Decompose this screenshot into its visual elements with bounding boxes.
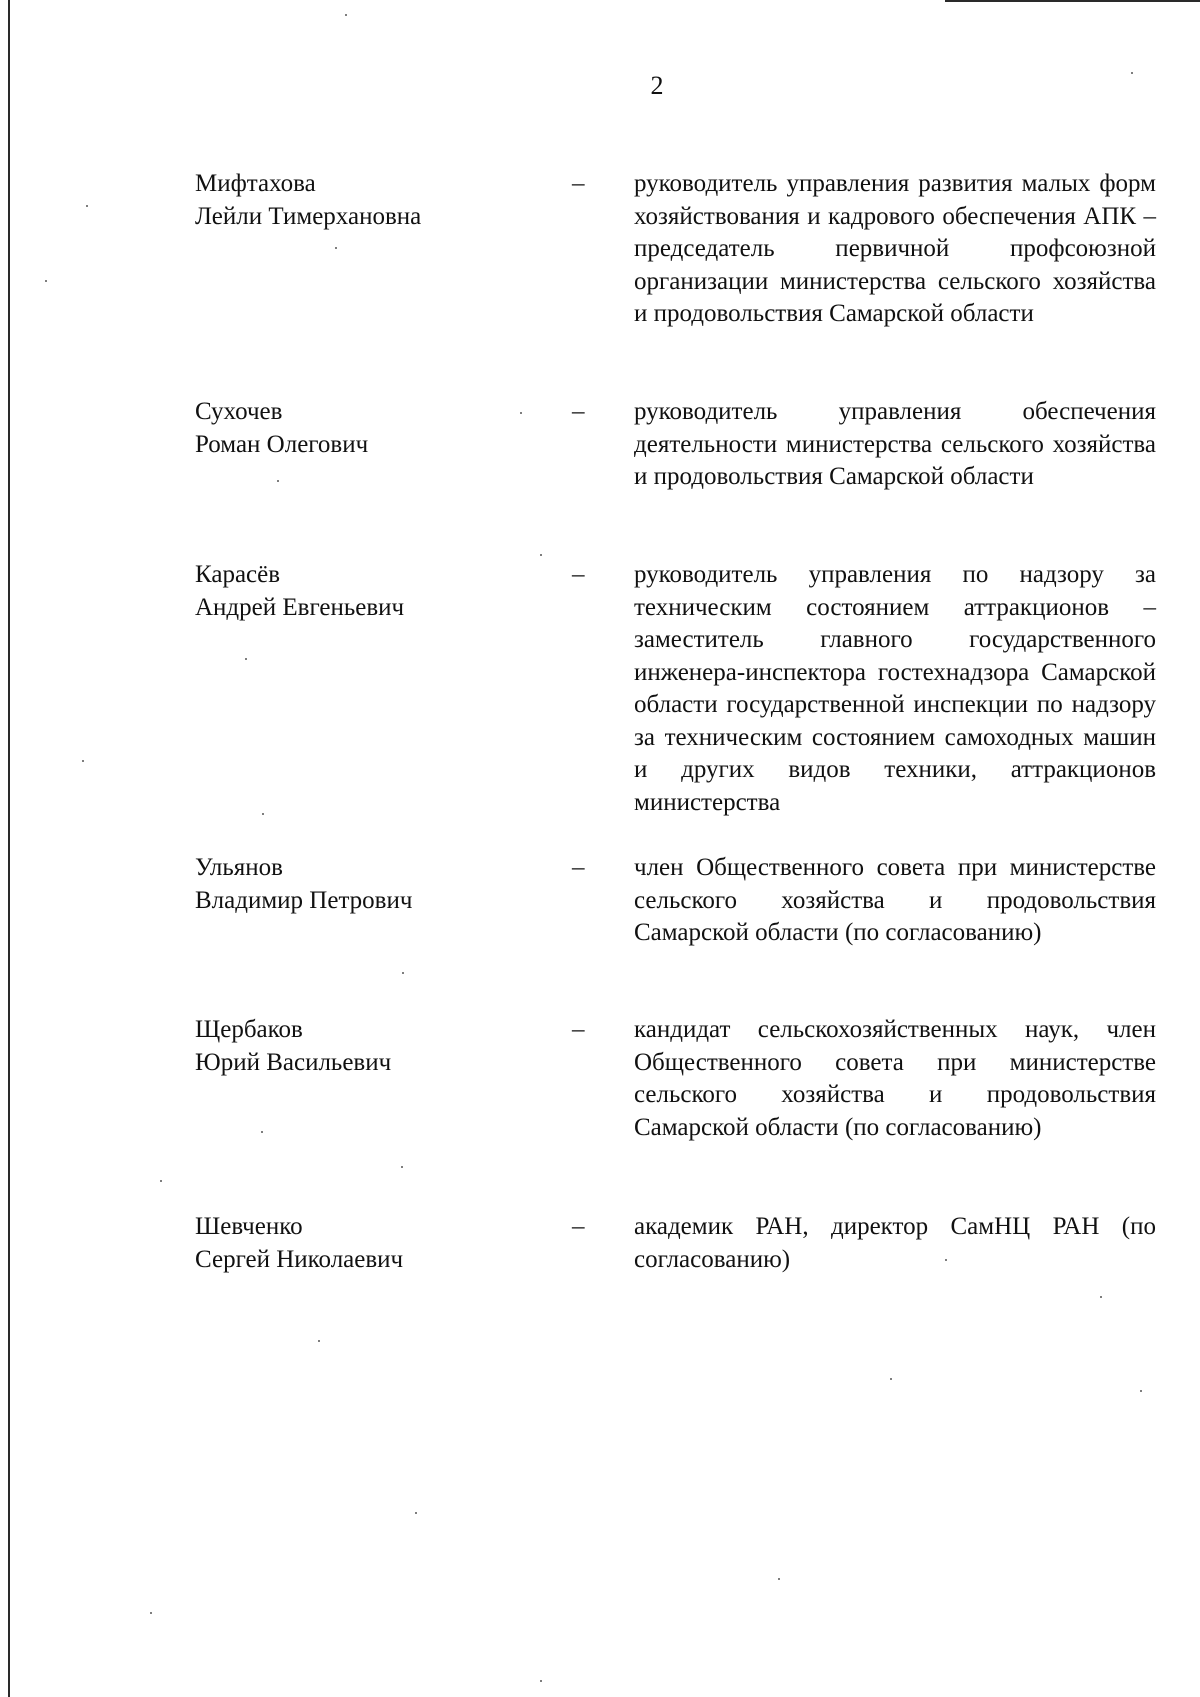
scan-speck (402, 972, 404, 974)
member-surname: Мифтахова (195, 170, 316, 197)
member-surname: Ульянов (195, 854, 283, 881)
member-given-names: Сергей Николаевич (195, 1245, 404, 1273)
member-name (195, 1211, 535, 1276)
scan-speck (1131, 72, 1133, 74)
scan-speck (45, 280, 47, 282)
member-dash: – (572, 170, 585, 197)
scan-speck (277, 480, 279, 482)
scan-speck (401, 1166, 403, 1168)
scan-speck (778, 1578, 780, 1580)
member-dash: – (572, 561, 585, 588)
member-name (195, 559, 535, 624)
member-dash: – (572, 1016, 585, 1043)
member-position: руководитель управления по надзору за техническим состоянием аттракционов – заместитель главного государственного инженера-инспектора гостехнадзора Самарской области государственной инспекции по надзору за техническим состоянием самоходных машин и других видов техники, аттракционов министерства (634, 561, 1156, 816)
member-given-names: Роман Олегович (195, 430, 369, 458)
scan-speck (245, 658, 247, 660)
member-dash: – (572, 1213, 585, 1240)
scan-speck (345, 14, 347, 16)
scan-left-edge (8, 0, 10, 1697)
member-name (195, 396, 535, 461)
member-name (195, 1014, 535, 1079)
scan-speck (415, 1512, 417, 1514)
scan-top-edge (945, 0, 1200, 2)
member-surname: Карасёв (195, 561, 281, 588)
scan-speck (82, 760, 84, 762)
member-given-names: Андрей Евгеньевич (195, 593, 405, 621)
scan-speck (1140, 1390, 1142, 1392)
member-position: академик РАН, директор СамНЦ РАН (по согласованию) (634, 1213, 1156, 1273)
scan-speck (540, 1680, 542, 1682)
scan-speck (262, 813, 264, 815)
member-name (195, 168, 535, 233)
scan-speck (945, 1259, 947, 1261)
scan-speck (520, 412, 522, 414)
scan-speck (1100, 1296, 1102, 1298)
member-position: кандидат сельскохозяйственных наук, член Общественного совета при министерстве сельского хозяйства и продовольствия Самарской области (по согласованию) (634, 1016, 1156, 1141)
member-surname: Сухочев (195, 398, 283, 425)
scan-speck (261, 1131, 263, 1133)
member-dash: – (572, 398, 585, 425)
scan-speck (86, 205, 88, 207)
scan-speck (335, 247, 337, 249)
member-given-names: Лейли Тимерхановна (195, 202, 422, 230)
scan-speck (160, 1180, 162, 1182)
member-surname: Шевченко (195, 1213, 303, 1240)
scan-speck (890, 1378, 892, 1380)
page-number: 2 (650, 71, 664, 100)
scan-speck (540, 554, 542, 556)
scan-speck (318, 1340, 320, 1342)
member-given-names: Владимир Петрович (195, 886, 413, 914)
member-surname: Щербаков (195, 1016, 303, 1043)
member-position: руководитель управления развития малых форм хозяйствования и кадрового обеспечения АПК – председатель первичной профсоюзной организации министерства сельского хозяйства и продовольствия Самарской области (634, 170, 1156, 327)
member-dash: – (572, 854, 585, 881)
member-position: член Общественного совета при министерстве сельского хозяйства и продовольствия Самарской области (по согласованию) (634, 854, 1156, 946)
member-name (195, 852, 535, 917)
member-given-names: Юрий Васильевич (195, 1048, 392, 1076)
member-position: руководитель управления обеспечения деятельности министерства сельского хозяйства и продовольствия Самарской области (634, 398, 1156, 490)
scan-speck (150, 1612, 152, 1614)
